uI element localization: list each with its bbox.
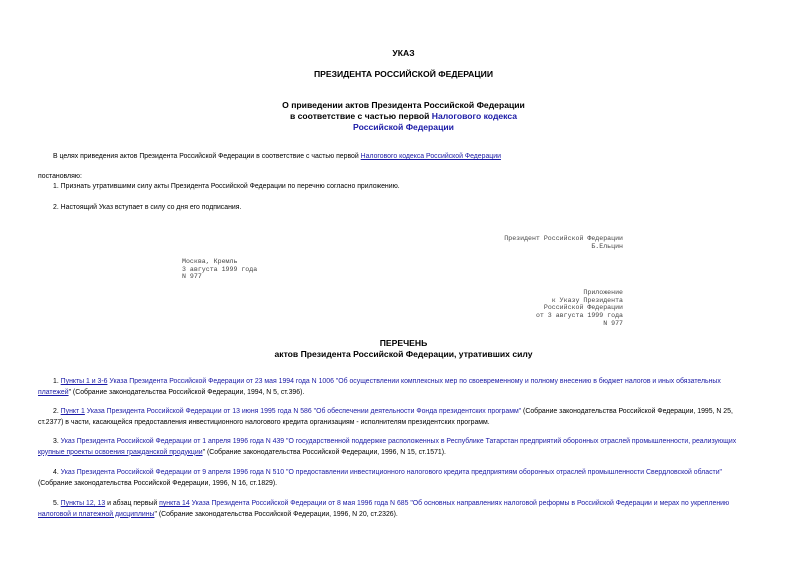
item-number: 4. <box>53 469 61 476</box>
item-link[interactable]: Пункт 1 <box>60 408 85 415</box>
item-text: (Собрание законодательства Российской Федерации, 1996, N 16, ст.1829). <box>38 479 278 487</box>
item-number: 2. <box>53 408 61 415</box>
item-text: ст.2377) в части, касающейся предоставления инвестиционного налогового кредита организациям - исполнителям президентских программ. <box>38 418 490 426</box>
tax-code-link-cont[interactable]: Российской Федерации <box>353 122 454 132</box>
appendix-block <box>536 289 623 328</box>
item-link[interactable]: Пункты 1 и 3-6 <box>60 378 108 385</box>
subject-line-2 <box>0 111 807 122</box>
subject-line-1: О приведении актов Президента Российской Федерации <box>282 100 525 110</box>
decree-item-2: 2. Настоящий Указ вступает в силу со дня его подписания. <box>53 204 242 211</box>
signature-block <box>504 235 623 250</box>
item-link[interactable]: Пункты 12, 13 <box>60 500 106 507</box>
appendix-line-2: к Указу Президента <box>551 296 623 304</box>
intro-paragraph <box>53 152 501 163</box>
appendix-line-5: N 977 <box>603 319 623 327</box>
item-link[interactable]: платежей <box>38 388 69 396</box>
decree-item-1: 1. Признать утратившими силу акты Президента Российской Федерации по перечню согласно приложению. <box>53 183 400 190</box>
item-link[interactable]: налоговой и платежной дисциплины <box>38 510 155 518</box>
list-item-5 <box>38 499 773 520</box>
item-text: " (Собрание законодательства Российской Федерации, 1994, N 5, ст.396). <box>68 388 305 396</box>
place-city: Москва, Кремль <box>182 258 238 265</box>
decree-subject <box>0 100 807 133</box>
list-subtitle: актов Президента Российской Федерации, утративших силу <box>274 349 533 359</box>
intro-text: В целях приведения актов Президента Российской Федерации в соответствие с частью первой <box>53 153 361 160</box>
signature-title: Президент Российской Федерации <box>504 235 623 242</box>
decree-heading: УКАЗ <box>392 48 415 58</box>
intro-tax-code-link[interactable]: Налогового кодекса Российской Федерации <box>360 153 501 160</box>
place-number: N 977 <box>182 273 202 281</box>
item-text: Указа Президента Российской Федерации от 13 июня 1995 года N 586 "Об обеспечении деятельности Фонда президентских программ" <box>84 408 522 415</box>
appendix-line-3: Российской Федерации <box>543 304 623 312</box>
tax-code-link[interactable]: Налогового кодекса <box>431 111 518 121</box>
signature-name: Б.Ельцин <box>591 242 623 250</box>
list-title: ПЕРЕЧЕНЬ <box>379 338 428 348</box>
item-text: " (Собрание законодательства Российской Федерации, 1996, N 15, ст.1571). <box>202 448 446 456</box>
subject-text: в соответствие с частью первой <box>289 111 432 121</box>
item-link[interactable]: Указ Президента Российской Федерации от 1 апреля 1996 года N 439 "О государственной поддержке расположенных в Республике Татарстан предприятий оборонных отраслей промышленности, реализующих <box>60 438 737 445</box>
item-link[interactable]: пункта 14 <box>159 500 190 507</box>
item-link[interactable]: Указа Президента Российской Федерации от 8 мая 1996 года N 685 "Об основных направлениях налоговой реформы в Российской Федерации и мерах по укреплению <box>189 500 730 507</box>
item-number: 1. <box>53 378 61 385</box>
place-date: 3 августа 1999 года <box>182 265 258 273</box>
appendix-line-4: от 3 августа 1999 года <box>535 312 623 320</box>
list-item-4 <box>38 468 773 489</box>
place-date-block <box>182 258 257 281</box>
appendix-line-1: Приложение <box>583 289 623 296</box>
list-item-2 <box>38 407 773 428</box>
item-text: " (Собрание законодательства Российской Федерации, 1996, N 20, ст.2326). <box>154 510 398 518</box>
list-item-1 <box>38 377 773 398</box>
item-link[interactable]: Указ Президента Российской Федерации от 9 апреля 1996 года N 510 "О предоставлении инвестиционного налогового кредита предприятиям оборонных отраслей промышленности Свердловской области" <box>60 469 722 476</box>
decree-word: постановляю: <box>38 173 82 180</box>
item-link[interactable]: крупные проекты освоения гражданской продукции <box>38 448 203 456</box>
item-text: и абзац первый <box>105 500 160 507</box>
item-text: Указа Президента Российской Федерации от 23 мая 1994 года N 1006 "Об осуществлении комплексных мер по своевременному и полному внесению в бюджет налогов и иных обязательных <box>107 378 721 385</box>
item-number: 3. <box>53 438 61 445</box>
president-heading: ПРЕЗИДЕНТА РОССИЙСКОЙ ФЕДЕРАЦИИ <box>313 69 494 79</box>
item-number: 5. <box>53 500 61 507</box>
list-item-3 <box>38 437 773 458</box>
item-text: (Собрание законодательства Российской Федерации, 1995, N 25, <box>521 408 733 415</box>
